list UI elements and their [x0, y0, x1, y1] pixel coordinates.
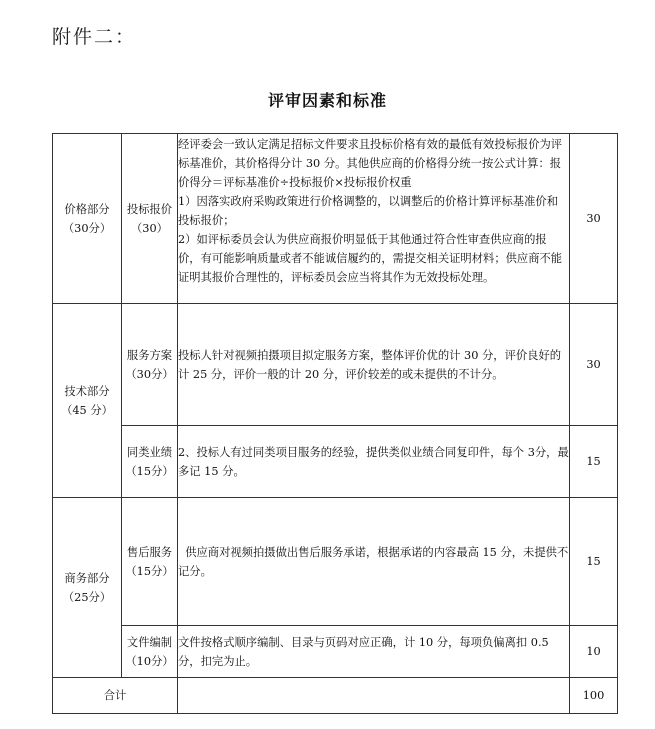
evaluation-criteria-table: [52, 133, 618, 714]
category-cell: [53, 304, 122, 498]
item-points: （10分）: [125, 654, 174, 668]
score-cell: 15: [570, 426, 618, 498]
item-cell: [122, 426, 178, 498]
score-cell: 30: [570, 304, 618, 426]
description-cell: 文件按格式顺序编制、目录与页码对应正确，计 10 分，每项负偏离扣 0.5 分，扣完为止。: [178, 626, 570, 678]
score-cell: 30: [570, 134, 618, 304]
page-title: 评审因素和标准: [267, 91, 387, 110]
category-cell: [53, 134, 122, 304]
total-score: 100: [570, 678, 618, 714]
description-cell: 供应商对视频拍摄做出售后服务承诺，根据承诺的内容最高 15 分，未提供不记分。: [178, 498, 570, 626]
description-cell: 2、投标人有过同类项目服务的经验，提供类似业绩合同复印件，每个 3分，最多记 15 分。: [178, 426, 570, 498]
item-cell: [122, 304, 178, 426]
item-name: 文件编制: [126, 635, 173, 649]
total-row: [53, 678, 618, 714]
category-name: 技术部分: [64, 384, 110, 398]
total-label: 合计: [53, 678, 178, 714]
item-cell: [122, 134, 178, 304]
category-points: （45 分）: [61, 403, 113, 417]
description-cell: 投标人针对视频拍摄项目拟定服务方案，整体评价优的计 30 分，评价良好的计 25 分，评价一般的计 20 分，评价较差的或未提供的不计分。: [178, 304, 570, 426]
item-name: 服务方案: [126, 348, 173, 362]
item-cell: [122, 498, 178, 626]
category-name: 价格部分: [64, 202, 110, 216]
item-name: 投标报价: [126, 202, 173, 216]
item-name: 同类业绩: [126, 445, 173, 459]
table-row: [53, 304, 618, 426]
item-name: 售后服务: [126, 545, 173, 559]
item-points: （15分）: [125, 464, 174, 478]
table-row: [53, 626, 618, 678]
score-cell: 15: [570, 498, 618, 626]
category-points: （30分）: [62, 221, 112, 235]
category-name: 商务部分: [64, 571, 110, 585]
item-points: （30）: [131, 221, 168, 235]
table-row: [53, 498, 618, 626]
item-points: （15分）: [125, 564, 174, 578]
attachment-label: 附件二：: [52, 26, 137, 48]
category-points: （25分）: [62, 590, 112, 604]
item-cell: [122, 626, 178, 678]
item-points: （30分）: [125, 367, 174, 381]
score-cell: 10: [570, 626, 618, 678]
table-row: [53, 134, 618, 304]
total-empty-cell: [178, 678, 570, 714]
table-row: [53, 426, 618, 498]
category-cell: [53, 498, 122, 678]
description-cell: 经评委会一致认定满足招标文件要求且投标价格有效的最低有效投标报价为评标基准价，其价格得分计 30 分。其他供应商的价格得分统一按公式计算：报价得分＝评标基准价÷投标报价×投标报价权重 1）因落实政府采购政策进行价格调整的，以调整后的价格计算评标基准价和投标报价； 2）如评标委员会认为供应商报价明显低于其他通过符合性审查供应商的报价，有可能影响质量或者不能诚信履约的，需提交相关证明材料；供应商不能证明其报价合理性的，评标委员会应当将其作为无效投标处理。: [178, 134, 570, 304]
